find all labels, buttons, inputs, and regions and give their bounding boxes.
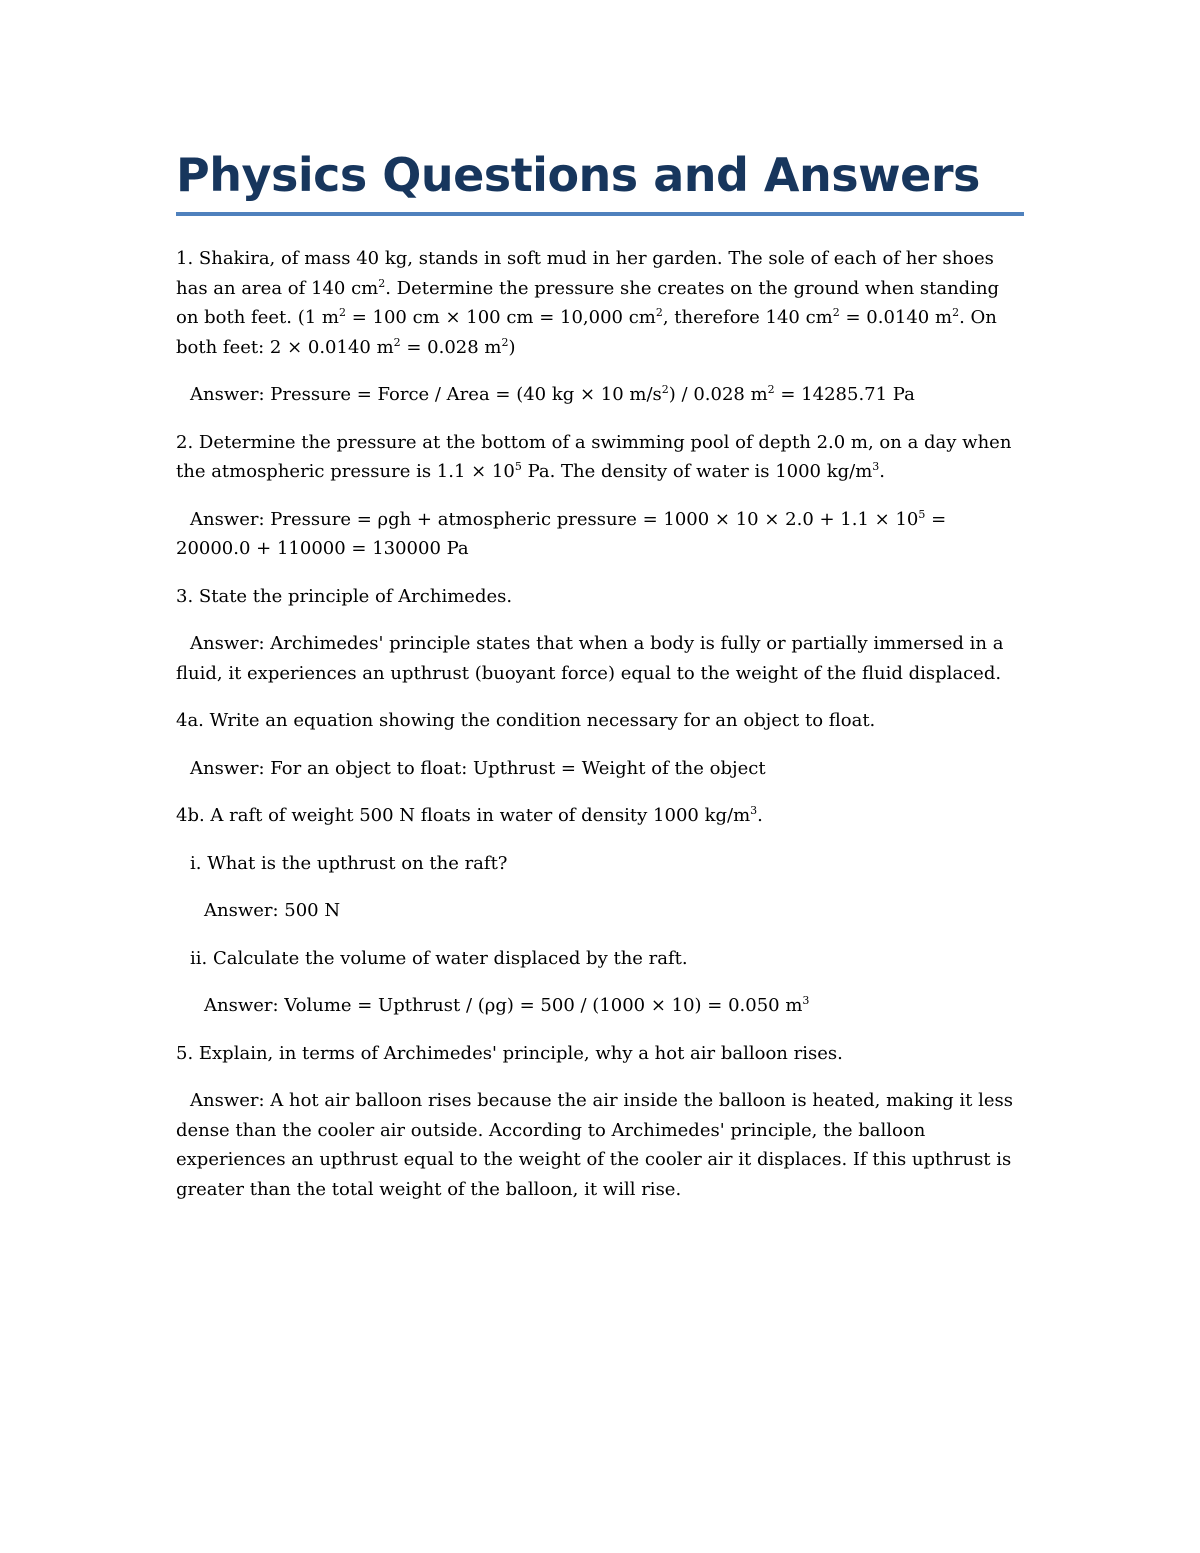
question-1: 1. Shakira, of mass 40 kg, stands in soft mud in her garden. The sole of each of her shoes has an area of 140 $cm^2$. Determine the pressure she creates on the ground when standing on both feet. (1 $m^2 = 100$ cm × 100 cm = 10,000 $cm^2$, therefore 140 $cm^2 = 0.0140$ $m^2$. On both feet: 2 × 0.0140 $m^2 = 0.028$ $m^2$) — [176, 248, 1000, 358]
question-5: 5. Explain, in terms of Archimedes' principle, why a hot air balloon rises. — [176, 1042, 843, 1064]
document-title: Physics Questions and Answers — [176, 148, 980, 202]
title-underline — [176, 212, 1024, 216]
answer-4a: Answer: For an object to float: Upthrust = Weight of the object — [190, 757, 766, 779]
question-4a: 4a. Write an equation showing the condition necessary for an object to float. — [176, 710, 876, 731]
question-3: 3. State the principle of Archimedes. — [176, 585, 513, 607]
document-page — [176, 140, 1024, 1222]
answer-3: Answer: Archimedes' principle states that when a body is fully or partially immersed in a fluid, it experiences an upthrust (buoyant force) equal to the weight of the fluid displaced. — [176, 633, 1004, 684]
question-4b-ii: ii. Calculate the volume of water displaced by the raft. — [190, 947, 688, 969]
question-2: 2. Determine the pressure at the bottom of a swimming pool of depth 2.0 m, on a day when the atmospheric pressure is $1.1 \times 10^5$ Pa. The density of water is 1000 $kg/m^3$. — [176, 431, 1012, 482]
answer-5: Answer: A hot air balloon rises because the air inside the balloon is heated, making it less dense than the cooler air outside. According to Archimedes' principle, the balloon experiences an upthrust equal to the weight of the cooler air it displaces. If this upthrust is greater than the total weight of the balloon, it will rise. — [176, 1090, 1014, 1200]
question-4b-i: i. What is the upthrust on the raft? — [190, 852, 508, 874]
question-4b: 4b. A raft of weight 500 N floats in water of density 1000 $kg/m^3$. — [176, 804, 763, 826]
answer-4b-ii: Answer: Volume = Upthrust / (ρg) = 500 / (1000 × 10) = 0.050 $m^3$ — [204, 994, 810, 1016]
answer-4b-i: Answer: 500 N — [204, 900, 341, 921]
answer-1: Answer: Pressure = Force / Area = (40 kg × 10 $m/s^2) / 0.028$ $m^2 = 14285.71$ Pa — [190, 383, 915, 405]
answer-2: Answer: Pressure = ρgh + atmospheric pressure = $1000 \times 10 \times 2.0 + 1.1 \times 10^5 = 20000.0 + 110000 = 130000$ Pa — [176, 507, 947, 559]
